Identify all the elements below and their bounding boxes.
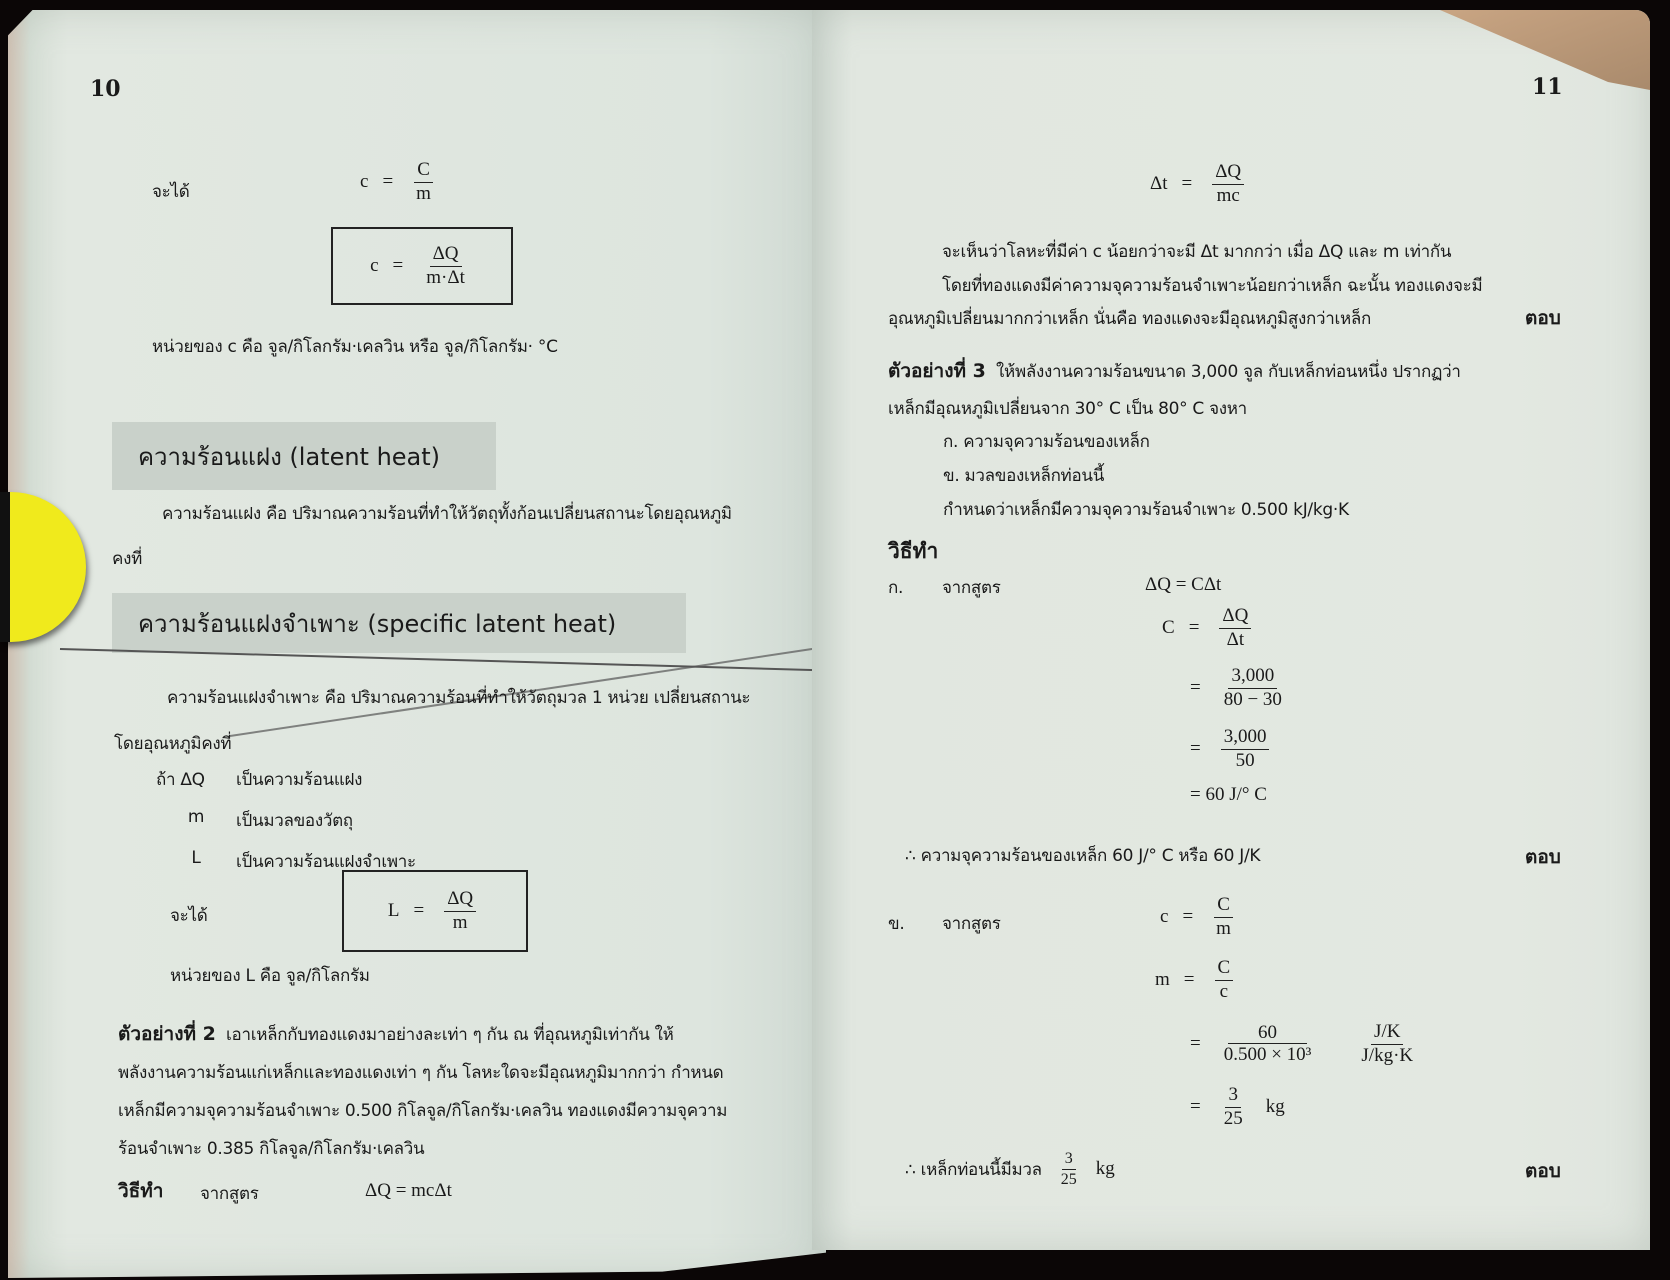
fraction-numerator: 3,000 — [1228, 666, 1277, 689]
equation-dt — [1150, 162, 1250, 207]
eq-op: = — [382, 171, 394, 193]
result-label-1: จะได้ — [152, 182, 190, 202]
eq-op: = — [1190, 738, 1201, 760]
answer-label-1: ตอบ — [1525, 307, 1561, 329]
fraction-numerator: J/K — [1371, 1022, 1403, 1045]
var-description: เป็นความร้อนแฝง — [236, 770, 363, 790]
unit: kg — [1265, 1096, 1285, 1118]
equation-C-dq-dt — [1162, 606, 1257, 651]
fraction-numerator: 60 — [1228, 1023, 1307, 1045]
fraction-numerator: 3,000 — [1221, 727, 1270, 750]
example-2-line: ร้อนจำเพาะ 0.385 กิโลจูล/กิโลกรัม·เคลวิน — [118, 1139, 425, 1159]
heading-latent-heat: ความร้อนแฝง (latent heat) — [112, 422, 496, 490]
var-symbol: L — [191, 848, 201, 868]
fraction-denominator: m — [1216, 917, 1231, 939]
equation-c-C-m — [1160, 895, 1240, 940]
boxed-formula-specific-heat — [331, 227, 513, 305]
eq-lhs: L — [387, 900, 400, 921]
eq-op: = — [1181, 173, 1193, 195]
method-label-right: วิธีทำ — [888, 539, 939, 563]
unit-fraction — [1358, 1022, 1416, 1067]
eq-op: = — [1190, 1033, 1201, 1055]
part-b-label: ข. — [888, 914, 905, 934]
fraction-numerator: ΔQ — [1212, 162, 1244, 185]
eq-lhs: Δt — [1150, 173, 1168, 195]
fraction-numerator: 3 — [1225, 1085, 1241, 1108]
var-description: เป็นความร้อนแฝงจำเพาะ — [236, 852, 416, 872]
answer-label-2: ตอบ — [1525, 846, 1561, 868]
fraction — [423, 244, 468, 289]
right-page-number: 11 — [1532, 74, 1563, 100]
eq-op: = — [1183, 969, 1195, 991]
example-3-given: กำหนดว่าเหล็กมีความจุความร้อนจำเพาะ 0.500 kJ/kg·K — [943, 500, 1349, 520]
fraction-denominator: 50 — [1235, 749, 1255, 771]
conclusion-text: ∴ เหล็กท่อนนี้มีมวล — [905, 1159, 1042, 1180]
fraction-numerator: C — [1214, 895, 1233, 918]
eq-lhs: c — [370, 255, 379, 276]
part-a-from-formula: จากสูตร — [942, 578, 1001, 598]
fraction-denominator: J/kg·K — [1361, 1044, 1414, 1066]
fraction-denominator: m·Δt — [426, 266, 465, 288]
unit-of-L-text: หน่วยของ L คือ จูล/กิโลกรัม — [170, 966, 370, 986]
example-2-line: เหล็กมีความจุความร้อนจำเพาะ 0.500 กิโลจูล/กิโลกรัม·เคลวิน ทองแดงมีความจุความ — [118, 1101, 728, 1121]
eq-op: = — [1188, 617, 1200, 639]
example-3-item-b: ข. มวลของเหล็กท่อนนี้ — [943, 466, 1105, 486]
variable-definitions — [156, 766, 416, 875]
example-2-title: ตัวอย่างที่ 2 — [118, 1023, 216, 1045]
var-symbol: m — [187, 807, 205, 827]
example-2-line: เอาเหล็กกับทองแดงมาอย่างละเท่า ๆ กัน ณ ที่อุณหภูมิเท่ากัน ให้ — [226, 1025, 674, 1045]
var-description: เป็นมวลของวัตถุ — [236, 811, 353, 831]
eq-lhs: c — [360, 171, 369, 193]
equation-step-3000-over-50 — [1190, 727, 1275, 772]
fraction — [444, 889, 476, 934]
eq-op: = — [392, 255, 404, 276]
equation-m-C-c — [1155, 958, 1239, 1003]
fraction — [1221, 1023, 1315, 1067]
explanation-line2: โดยที่ทองแดงมีค่าความจุความร้อนจำเพาะน้อยกว่าเหล็ก ฉะนั้น ทองแดงจะมี — [942, 276, 1483, 296]
fraction — [1215, 958, 1234, 1003]
part-b-from-formula: จากสูตร — [942, 914, 1001, 934]
fraction-denominator: m — [452, 911, 468, 933]
result-label-2: จะได้ — [170, 906, 208, 926]
fraction — [413, 160, 434, 205]
fraction-denominator: Δt — [1226, 628, 1245, 650]
fraction — [1212, 162, 1244, 207]
equation-step-3-over-25 — [1190, 1085, 1285, 1130]
specific-definition-line2: โดยอุณหภูมิคงที่ — [114, 734, 232, 754]
example-3-line: ให้พลังงานความร้อนขนาด 3,000 จูล กับเหล็กท่อนหนึ่ง ปรากฏว่า — [996, 362, 1461, 382]
unit: kg — [1095, 1158, 1115, 1180]
fraction — [1221, 666, 1285, 711]
unit-of-c-text: หน่วยของ c คือ จูล/กิโลกรัม·เคลวิน หรือ จูล/กิโลกรัม· °C — [152, 337, 558, 357]
latent-definition-line2: คงที่ — [112, 549, 142, 569]
fraction-denominator: c — [1219, 980, 1229, 1002]
part-b-conclusion — [905, 1150, 1115, 1188]
eq-op: = — [413, 900, 425, 921]
eq-lhs: c — [1160, 906, 1169, 928]
equation-dq-cdt: ΔQ = CΔt — [1145, 574, 1222, 595]
example-3-title: ตัวอย่างที่ 3 — [888, 360, 986, 382]
boxed-formula-latent-heat — [342, 870, 528, 952]
example-3-line2: เหล็กมีอุณหภูมิเปลี่ยนจาก 30° C เป็น 80° C จงหา — [888, 399, 1247, 419]
fraction — [1058, 1150, 1080, 1188]
equation-result-60: = 60 J/° C — [1190, 784, 1267, 805]
fraction — [1219, 606, 1251, 651]
part-a-label: ก. — [888, 578, 904, 598]
fraction-denominator: 0.500 × 10³ — [1223, 1044, 1312, 1066]
fraction-numerator: C — [414, 160, 433, 183]
method-label-left: วิธีทำ — [118, 1180, 164, 1202]
eq-op: = — [1182, 906, 1194, 928]
example-2 — [118, 1015, 727, 1168]
example-3-heading — [888, 356, 1461, 386]
fraction-denominator: mc — [1216, 184, 1240, 206]
heading-specific-latent-heat: ความร้อนแฝงจำเพาะ (specific latent heat) — [112, 593, 686, 653]
equation-c-over-m — [360, 160, 440, 205]
latent-definition-line1: ความร้อนแฝง คือ ปริมาณความร้อนที่ทำให้วัตถุทั้งก้อนเปลี่ยนสถานะโดยอุณหภูมิ — [162, 504, 732, 524]
fraction — [1221, 727, 1270, 772]
equation-step-3000-over-80-30 — [1190, 666, 1291, 711]
left-page-number: 10 — [90, 76, 121, 102]
equation-step-60-over-0.5e3 — [1190, 1022, 1422, 1067]
fraction — [1213, 895, 1234, 940]
fraction-denominator: 80 − 30 — [1223, 688, 1282, 710]
answer-label-3: ตอบ — [1525, 1160, 1561, 1182]
eq-lhs: C — [1162, 617, 1175, 639]
fraction-numerator: C — [1215, 958, 1234, 981]
specific-definition-line1: ความร้อนแฝงจำเพาะ คือ ปริมาณความร้อนที่ทำให้วัตถุมวล 1 หน่วย เปลี่ยนสถานะ — [167, 688, 751, 708]
explanation-line3: อุณหภูมิเปลี่ยนมากกว่าเหล็ก นั่นคือ ทองแดงจะมีอุณหภูมิสูงกว่าเหล็ก — [888, 309, 1371, 329]
fraction-denominator: 25 — [1060, 1170, 1077, 1188]
fraction-denominator: m — [416, 182, 431, 204]
eq-op: = — [1190, 677, 1201, 699]
var-symbol: ถ้า ΔQ — [156, 770, 205, 790]
fraction-denominator: 25 — [1223, 1107, 1243, 1129]
explanation-line1: จะเห็นว่าโลหะที่มีค่า c น้อยกว่าจะมี Δt มากกว่า เมื่อ ΔQ และ m เท่ากัน — [942, 242, 1452, 262]
fraction — [1221, 1085, 1246, 1130]
from-formula-left: จากสูตร — [200, 1184, 259, 1204]
eq-op: = — [1190, 1096, 1201, 1118]
fraction-numerator: ΔQ — [430, 244, 462, 267]
eq-lhs: m — [1155, 969, 1170, 991]
example-3-item-a: ก. ความจุความร้อนของเหล็ก — [943, 432, 1150, 452]
fraction-numerator: ΔQ — [1219, 606, 1251, 629]
fraction-numerator: ΔQ — [444, 889, 476, 912]
part-a-conclusion: ∴ ความจุความร้อนของเหล็ก 60 J/° C หรือ 60 J/K — [905, 846, 1261, 866]
example-2-line: พลังงานความร้อนแก่เหล็กและทองแดงเท่า ๆ กัน โลหะใดจะมีอุณหภูมิมากกว่า กำหนด — [118, 1063, 724, 1083]
equation-dq-mcdt: ΔQ = mcΔt — [365, 1180, 452, 1201]
fraction-numerator: 3 — [1062, 1150, 1076, 1170]
